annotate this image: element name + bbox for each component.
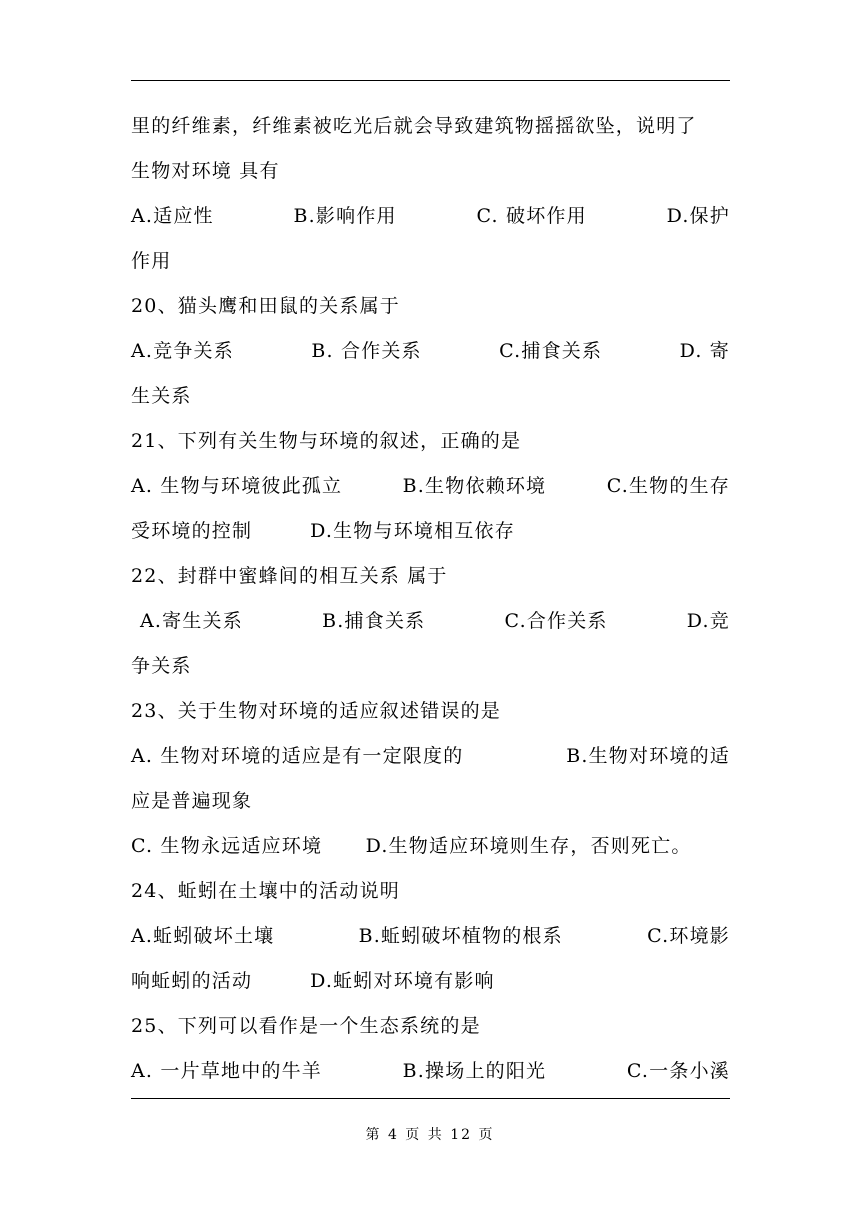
option-b: B.生物对环境的适	[566, 745, 730, 767]
question-21: 21、下列有关生物与环境的叙述，正确的是	[131, 430, 522, 452]
option-a: A.竞争关系	[131, 340, 234, 362]
question-23: 23、关于生物对环境的适应叙述错误的是	[131, 700, 501, 722]
question-25: 25、下列可以看作是一个生态系统的是	[131, 1015, 481, 1037]
option-a: A. 一片草地中的牛羊	[131, 1060, 323, 1082]
option-a: A.寄生关系	[140, 610, 243, 632]
text-line: 争关系	[131, 655, 192, 677]
options-row-q22	[140, 606, 730, 636]
option-a: A.蚯蚓破坏土壤	[131, 925, 275, 947]
options-row-q21	[131, 471, 730, 501]
option-a: A. 生物与环境彼此孤立	[131, 475, 343, 497]
option-a: A.适应性	[131, 205, 214, 227]
text-line: C. 生物永远适应环境 D.生物适应环境则生存，否则死亡。	[131, 835, 692, 857]
header-rule	[131, 80, 730, 81]
text-line: 里的纤维素，纤维素被吃光后就会导致建筑物摇摇欲坠，说明了	[131, 115, 697, 137]
option-d: D.竞	[686, 610, 730, 632]
option-c: C.一条小溪	[626, 1060, 730, 1082]
option-b: B.影响作用	[293, 205, 397, 227]
option-d: D. 寄	[679, 340, 730, 362]
options-row-q19	[131, 201, 730, 231]
option-c: C.生物的生存	[606, 475, 730, 497]
text-line: 作用	[131, 250, 172, 272]
option-b: B.捕食关系	[322, 610, 426, 632]
options-row-q23	[131, 741, 730, 771]
option-c: C.合作关系	[504, 610, 608, 632]
option-b: B. 合作关系	[311, 340, 422, 362]
footer-rule	[131, 1098, 730, 1099]
options-row-q24	[131, 921, 730, 951]
option-c: C.环境影	[647, 925, 730, 947]
text-line: 应是普遍现象	[131, 790, 253, 812]
option-d: D.保护	[666, 205, 730, 227]
option-a: A. 生物对环境的适应是有一定限度的	[131, 745, 464, 767]
option-c: C.捕食关系	[499, 340, 603, 362]
text-line: 响蚯蚓的活动 D.蚯蚓对环境有影响	[131, 970, 495, 992]
option-b: B.生物依赖环境	[402, 475, 547, 497]
page-number: 第 4 页 共 12 页	[365, 1127, 495, 1143]
options-row-q25	[131, 1056, 730, 1086]
option-c: C. 破坏作用	[476, 205, 587, 227]
question-22: 22、封群中蜜蜂间的相互关系 属于	[131, 565, 448, 587]
text-line: 生物对环境 具有	[131, 160, 280, 182]
option-b: B.操场上的阳光	[402, 1060, 547, 1082]
text-line: 生关系	[131, 385, 192, 407]
question-20: 20、猫头鹰和田鼠的关系属于	[131, 295, 400, 317]
text-line: 受环境的控制 D.生物与环境相互依存	[131, 520, 515, 542]
question-24: 24、蚯蚓在土壤中的活动说明	[131, 880, 400, 902]
options-row-q20	[131, 336, 730, 366]
option-b: B.蚯蚓破坏植物的根系	[358, 925, 563, 947]
